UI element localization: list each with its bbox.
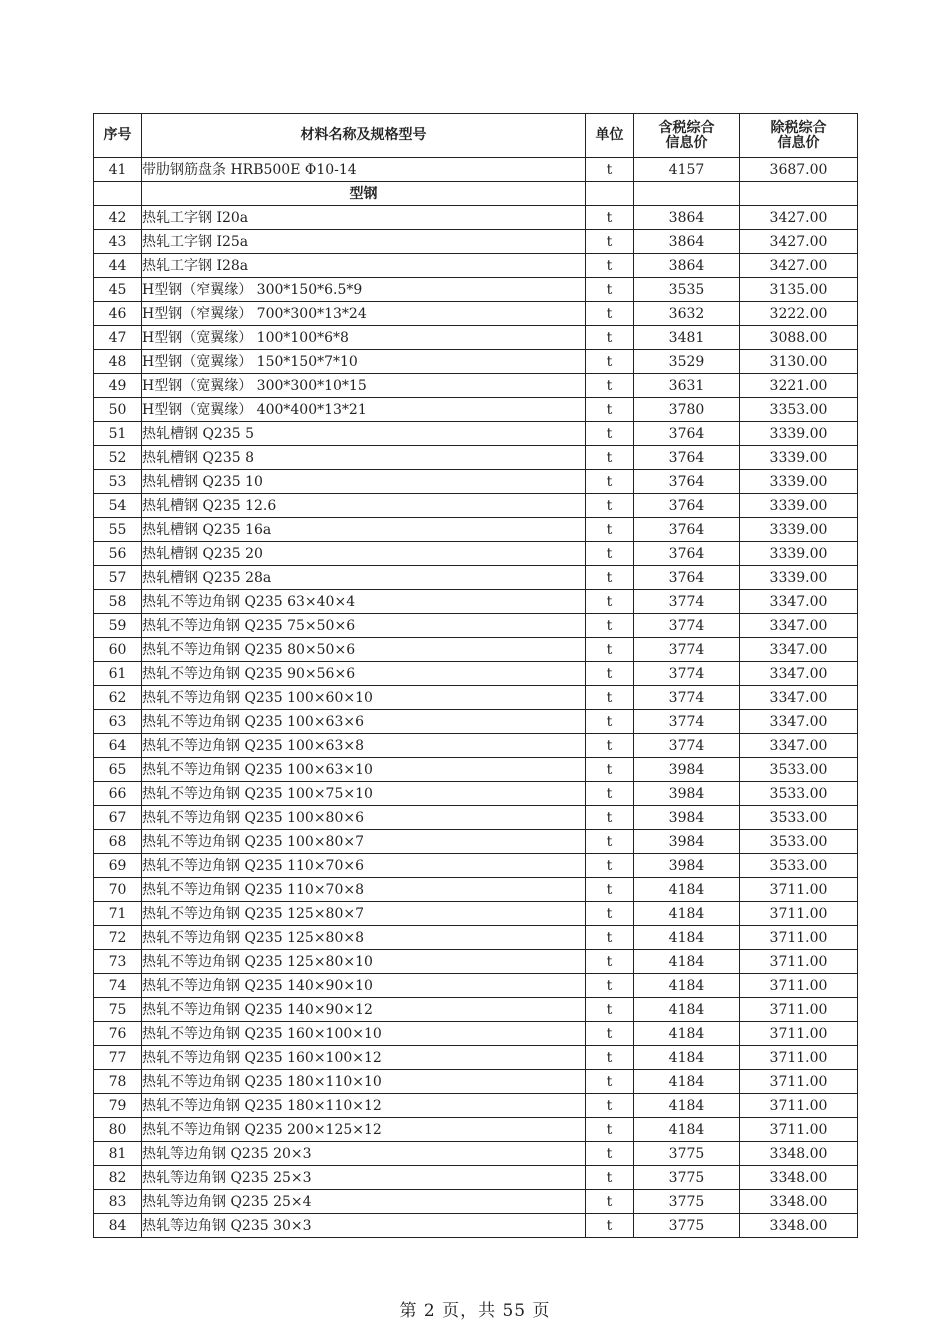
row-seq [94, 182, 142, 206]
table-row [94, 470, 858, 494]
row-unit: t [586, 206, 634, 230]
row-name: 热轧等边角钢 Q235 25×3 [142, 1166, 586, 1190]
row-name: 热轧不等边角钢 Q235 100×80×6 [142, 806, 586, 830]
row-notax-price: 3711.00 [740, 1022, 858, 1046]
row-unit: t [586, 926, 634, 950]
row-name: 热轧工字钢 I25a [142, 230, 586, 254]
row-seq: 61 [94, 662, 142, 686]
row-notax-price: 3711.00 [740, 1094, 858, 1118]
table-row [94, 1166, 858, 1190]
table-row [94, 326, 858, 350]
row-tax-price: 3535 [634, 278, 740, 302]
row-tax-price: 4184 [634, 998, 740, 1022]
table-row [94, 518, 858, 542]
row-notax-price [740, 182, 858, 206]
table-row [94, 254, 858, 278]
row-seq: 59 [94, 614, 142, 638]
table-row [94, 806, 858, 830]
table-row [94, 902, 858, 926]
table-row [94, 1214, 858, 1238]
row-notax-price: 3711.00 [740, 1118, 858, 1142]
row-seq: 48 [94, 350, 142, 374]
row-name: 热轧不等边角钢 Q235 100×60×10 [142, 686, 586, 710]
header-tax-price: 含税综合 信息价 [634, 114, 740, 158]
row-seq: 52 [94, 446, 142, 470]
row-notax-price: 3347.00 [740, 734, 858, 758]
row-notax-price: 3347.00 [740, 662, 858, 686]
table-row [94, 854, 858, 878]
row-name: H型钢（宽翼缘） 400*400*13*21 [142, 398, 586, 422]
row-seq: 65 [94, 758, 142, 782]
row-name: H型钢（宽翼缘） 100*100*6*8 [142, 326, 586, 350]
table-row [94, 758, 858, 782]
row-notax-price: 3711.00 [740, 878, 858, 902]
row-unit: t [586, 1190, 634, 1214]
row-seq: 70 [94, 878, 142, 902]
table-row [94, 1046, 858, 1070]
row-unit: t [586, 326, 634, 350]
row-unit: t [586, 494, 634, 518]
row-seq: 47 [94, 326, 142, 350]
row-notax-price: 3533.00 [740, 806, 858, 830]
row-notax-price: 3353.00 [740, 398, 858, 422]
row-seq: 81 [94, 1142, 142, 1166]
row-name: 热轧不等边角钢 Q235 75×50×6 [142, 614, 586, 638]
row-notax-price: 3687.00 [740, 158, 858, 182]
row-tax-price: 3529 [634, 350, 740, 374]
row-tax-price: 3631 [634, 374, 740, 398]
row-tax-price: 4184 [634, 878, 740, 902]
row-name: 热轧不等边角钢 Q235 140×90×10 [142, 974, 586, 998]
row-notax-price: 3427.00 [740, 254, 858, 278]
table-row [94, 1118, 858, 1142]
row-seq: 55 [94, 518, 142, 542]
table-row [94, 566, 858, 590]
table-row [94, 422, 858, 446]
row-unit: t [586, 350, 634, 374]
row-name: 热轧槽钢 Q235 16a [142, 518, 586, 542]
row-name: 热轧不等边角钢 Q235 160×100×12 [142, 1046, 586, 1070]
table-row [94, 926, 858, 950]
row-notax-price: 3347.00 [740, 638, 858, 662]
row-tax-price: 3774 [634, 614, 740, 638]
row-seq: 71 [94, 902, 142, 926]
row-unit: t [586, 1022, 634, 1046]
row-notax-price: 3347.00 [740, 614, 858, 638]
row-unit: t [586, 1118, 634, 1142]
row-unit: t [586, 518, 634, 542]
row-tax-price: 4184 [634, 1070, 740, 1094]
table-body [94, 158, 858, 1238]
row-notax-price: 3222.00 [740, 302, 858, 326]
row-tax-price: 3780 [634, 398, 740, 422]
row-unit: t [586, 734, 634, 758]
row-name: 热轧等边角钢 Q235 30×3 [142, 1214, 586, 1238]
header-name: 材料名称及规格型号 [142, 114, 586, 158]
table-header-row [94, 114, 858, 158]
row-name: 热轧不等边角钢 Q235 90×56×6 [142, 662, 586, 686]
header-notax-price: 除税综合 信息价 [740, 114, 858, 158]
row-name: 热轧不等边角钢 Q235 180×110×12 [142, 1094, 586, 1118]
row-unit: t [586, 854, 634, 878]
row-seq: 53 [94, 470, 142, 494]
row-seq: 45 [94, 278, 142, 302]
row-tax-price: 3775 [634, 1166, 740, 1190]
row-notax-price: 3339.00 [740, 470, 858, 494]
row-seq: 58 [94, 590, 142, 614]
row-name: 热轧不等边角钢 Q235 100×63×10 [142, 758, 586, 782]
table-row [94, 542, 858, 566]
row-tax-price: 3984 [634, 758, 740, 782]
row-tax-price: 4184 [634, 926, 740, 950]
row-unit: t [586, 422, 634, 446]
row-notax-price: 3347.00 [740, 686, 858, 710]
row-notax-price: 3348.00 [740, 1142, 858, 1166]
table-row [94, 710, 858, 734]
row-notax-price: 3130.00 [740, 350, 858, 374]
row-notax-price: 3711.00 [740, 1070, 858, 1094]
row-tax-price: 4184 [634, 902, 740, 926]
row-notax-price: 3221.00 [740, 374, 858, 398]
row-seq: 67 [94, 806, 142, 830]
row-tax-price: 3774 [634, 710, 740, 734]
row-unit: t [586, 830, 634, 854]
row-seq: 79 [94, 1094, 142, 1118]
row-notax-price: 3427.00 [740, 230, 858, 254]
row-notax-price: 3348.00 [740, 1166, 858, 1190]
row-seq: 64 [94, 734, 142, 758]
table-row [94, 1022, 858, 1046]
row-name: 热轧不等边角钢 Q235 100×63×6 [142, 710, 586, 734]
table-row [94, 302, 858, 326]
row-tax-price: 3764 [634, 542, 740, 566]
row-name: 热轧等边角钢 Q235 25×4 [142, 1190, 586, 1214]
row-seq: 51 [94, 422, 142, 446]
header-unit: 单位 [586, 114, 634, 158]
table-row [94, 998, 858, 1022]
table-row [94, 230, 858, 254]
table-row [94, 686, 858, 710]
row-unit: t [586, 1214, 634, 1238]
section-row [94, 182, 858, 206]
row-notax-price: 3711.00 [740, 926, 858, 950]
row-name: 热轧不等边角钢 Q235 140×90×12 [142, 998, 586, 1022]
row-seq: 77 [94, 1046, 142, 1070]
row-unit: t [586, 302, 634, 326]
row-unit: t [586, 782, 634, 806]
table-row [94, 1070, 858, 1094]
row-seq: 43 [94, 230, 142, 254]
table-row [94, 1094, 858, 1118]
table-row [94, 662, 858, 686]
row-name: 热轧不等边角钢 Q235 125×80×10 [142, 950, 586, 974]
row-unit: t [586, 254, 634, 278]
row-unit: t [586, 446, 634, 470]
row-unit: t [586, 686, 634, 710]
row-tax-price: 4184 [634, 1046, 740, 1070]
row-unit: t [586, 542, 634, 566]
row-name: 热轧槽钢 Q235 28a [142, 566, 586, 590]
row-notax-price: 3533.00 [740, 854, 858, 878]
row-seq: 76 [94, 1022, 142, 1046]
row-unit [586, 182, 634, 206]
row-seq: 75 [94, 998, 142, 1022]
row-tax-price: 3764 [634, 494, 740, 518]
row-seq: 49 [94, 374, 142, 398]
row-name: 热轧槽钢 Q235 20 [142, 542, 586, 566]
row-tax-price: 4184 [634, 1022, 740, 1046]
table-row [94, 206, 858, 230]
row-name: H型钢（宽翼缘） 300*300*10*15 [142, 374, 586, 398]
table-row [94, 1142, 858, 1166]
table-row [94, 638, 858, 662]
row-name: H型钢（宽翼缘） 150*150*7*10 [142, 350, 586, 374]
table-row [94, 950, 858, 974]
row-tax-price: 3775 [634, 1190, 740, 1214]
table-row [94, 1190, 858, 1214]
row-notax-price: 3427.00 [740, 206, 858, 230]
row-tax-price: 3984 [634, 830, 740, 854]
row-tax-price: 3764 [634, 470, 740, 494]
row-seq: 44 [94, 254, 142, 278]
row-unit: t [586, 614, 634, 638]
row-tax-price: 3764 [634, 518, 740, 542]
row-name: 热轧不等边角钢 Q235 110×70×6 [142, 854, 586, 878]
row-name: 热轧不等边角钢 Q235 100×75×10 [142, 782, 586, 806]
row-notax-price: 3711.00 [740, 998, 858, 1022]
table-row [94, 614, 858, 638]
row-notax-price: 3711.00 [740, 902, 858, 926]
row-name: 热轧等边角钢 Q235 20×3 [142, 1142, 586, 1166]
row-unit: t [586, 902, 634, 926]
row-tax-price: 3864 [634, 206, 740, 230]
table-row [94, 782, 858, 806]
row-unit: t [586, 662, 634, 686]
row-seq: 82 [94, 1166, 142, 1190]
row-notax-price: 3711.00 [740, 1046, 858, 1070]
row-unit: t [586, 974, 634, 998]
row-notax-price: 3135.00 [740, 278, 858, 302]
table-row [94, 494, 858, 518]
row-unit: t [586, 470, 634, 494]
row-name: 热轧槽钢 Q235 10 [142, 470, 586, 494]
table-row [94, 374, 858, 398]
row-seq: 41 [94, 158, 142, 182]
row-tax-price: 3984 [634, 806, 740, 830]
row-seq: 62 [94, 686, 142, 710]
table-row [94, 974, 858, 998]
row-name: 热轧不等边角钢 Q235 160×100×10 [142, 1022, 586, 1046]
table-row [94, 830, 858, 854]
row-tax-price: 3775 [634, 1214, 740, 1238]
table-row [94, 278, 858, 302]
row-tax-price: 3775 [634, 1142, 740, 1166]
row-unit: t [586, 1070, 634, 1094]
page-number: 第 2 页，共 55 页 [399, 1301, 551, 1321]
row-tax-price: 3864 [634, 254, 740, 278]
row-name: 热轧槽钢 Q235 12.6 [142, 494, 586, 518]
row-tax-price: 3774 [634, 662, 740, 686]
row-unit: t [586, 590, 634, 614]
row-notax-price: 3347.00 [740, 710, 858, 734]
row-name: 热轧槽钢 Q235 8 [142, 446, 586, 470]
row-tax-price: 3864 [634, 230, 740, 254]
row-notax-price: 3339.00 [740, 446, 858, 470]
row-tax-price: 3632 [634, 302, 740, 326]
row-seq: 54 [94, 494, 142, 518]
row-seq: 78 [94, 1070, 142, 1094]
row-name: H型钢（窄翼缘） 700*300*13*24 [142, 302, 586, 326]
header-seq: 序号 [94, 114, 142, 158]
row-notax-price: 3711.00 [740, 974, 858, 998]
row-tax-price: 3774 [634, 638, 740, 662]
row-unit: t [586, 278, 634, 302]
row-tax-price: 4184 [634, 1094, 740, 1118]
row-seq: 63 [94, 710, 142, 734]
row-unit: t [586, 1094, 634, 1118]
row-tax-price: 3764 [634, 422, 740, 446]
table-row [94, 590, 858, 614]
row-name: 热轧不等边角钢 Q235 63×40×4 [142, 590, 586, 614]
row-unit: t [586, 398, 634, 422]
row-unit: t [586, 1142, 634, 1166]
row-unit: t [586, 566, 634, 590]
row-name: 热轧不等边角钢 Q235 125×80×7 [142, 902, 586, 926]
row-seq: 73 [94, 950, 142, 974]
row-notax-price: 3348.00 [740, 1190, 858, 1214]
row-tax-price: 3764 [634, 446, 740, 470]
row-tax-price: 4157 [634, 158, 740, 182]
row-tax-price: 4184 [634, 974, 740, 998]
row-name: 热轧不等边角钢 Q235 180×110×10 [142, 1070, 586, 1094]
row-notax-price: 3348.00 [740, 1214, 858, 1238]
row-tax-price: 4184 [634, 1118, 740, 1142]
row-notax-price: 3711.00 [740, 950, 858, 974]
row-unit: t [586, 638, 634, 662]
row-unit: t [586, 998, 634, 1022]
row-seq: 56 [94, 542, 142, 566]
row-name: 热轧工字钢 I28a [142, 254, 586, 278]
row-seq: 83 [94, 1190, 142, 1214]
row-tax-price: 4184 [634, 950, 740, 974]
row-seq: 50 [94, 398, 142, 422]
row-seq: 72 [94, 926, 142, 950]
row-name: 热轧不等边角钢 Q235 200×125×12 [142, 1118, 586, 1142]
row-notax-price: 3533.00 [740, 830, 858, 854]
row-seq: 66 [94, 782, 142, 806]
row-seq: 57 [94, 566, 142, 590]
row-name: 热轧不等边角钢 Q235 110×70×8 [142, 878, 586, 902]
row-unit: t [586, 374, 634, 398]
row-unit: t [586, 230, 634, 254]
row-tax-price: 3774 [634, 734, 740, 758]
row-notax-price: 3533.00 [740, 782, 858, 806]
row-name: 热轧不等边角钢 Q235 100×80×7 [142, 830, 586, 854]
row-notax-price: 3339.00 [740, 518, 858, 542]
row-seq: 68 [94, 830, 142, 854]
row-unit: t [586, 950, 634, 974]
row-seq: 69 [94, 854, 142, 878]
row-seq: 42 [94, 206, 142, 230]
row-unit: t [586, 806, 634, 830]
table-row [94, 878, 858, 902]
row-unit: t [586, 1046, 634, 1070]
row-unit: t [586, 1166, 634, 1190]
row-tax-price: 3984 [634, 782, 740, 806]
table-row [94, 734, 858, 758]
row-notax-price: 3339.00 [740, 542, 858, 566]
row-notax-price: 3339.00 [740, 494, 858, 518]
row-name: 带肋钢筋盘条 HRB500E Φ10-14 [142, 158, 586, 182]
row-tax-price: 3774 [634, 590, 740, 614]
row-name: H型钢（窄翼缘） 300*150*6.5*9 [142, 278, 586, 302]
row-unit: t [586, 158, 634, 182]
row-tax-price: 3481 [634, 326, 740, 350]
row-notax-price: 3088.00 [740, 326, 858, 350]
table-row [94, 158, 858, 182]
row-name: 热轧不等边角钢 Q235 125×80×8 [142, 926, 586, 950]
row-notax-price: 3339.00 [740, 422, 858, 446]
row-notax-price: 3533.00 [740, 758, 858, 782]
price-table [93, 113, 858, 1238]
row-tax-price [634, 182, 740, 206]
row-name: 型钢 [142, 182, 586, 206]
row-seq: 80 [94, 1118, 142, 1142]
row-unit: t [586, 758, 634, 782]
row-name: 热轧不等边角钢 Q235 80×50×6 [142, 638, 586, 662]
row-tax-price: 3774 [634, 686, 740, 710]
table-row [94, 446, 858, 470]
row-notax-price: 3347.00 [740, 590, 858, 614]
row-tax-price: 3764 [634, 566, 740, 590]
row-seq: 46 [94, 302, 142, 326]
row-tax-price: 3984 [634, 854, 740, 878]
row-seq: 84 [94, 1214, 142, 1238]
row-name: 热轧不等边角钢 Q235 100×63×8 [142, 734, 586, 758]
row-unit: t [586, 710, 634, 734]
row-notax-price: 3339.00 [740, 566, 858, 590]
row-name: 热轧工字钢 I20a [142, 206, 586, 230]
table-row [94, 398, 858, 422]
row-name: 热轧槽钢 Q235 5 [142, 422, 586, 446]
row-seq: 60 [94, 638, 142, 662]
row-unit: t [586, 878, 634, 902]
table-row [94, 350, 858, 374]
row-seq: 74 [94, 974, 142, 998]
